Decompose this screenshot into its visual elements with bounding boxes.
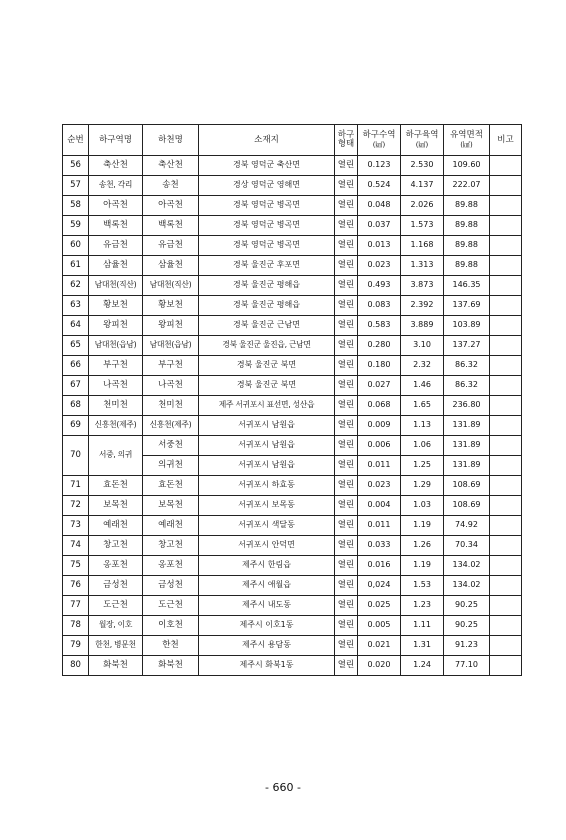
cell-location: 제주 서귀포시 표선면, 성산읍 [199,396,335,416]
cell-land-area: 3.889 [401,316,444,336]
cell-water-area: 0.021 [358,636,401,656]
table-row [63,556,522,576]
cell-no: 65 [63,336,89,356]
cell-no: 78 [63,616,89,636]
cell-basin-area: 89.88 [444,236,490,256]
cell-land-area: 1.29 [401,476,444,496]
cell-river: 금성천 [143,576,199,596]
cell-no: 70 [63,436,89,476]
table-row [63,416,522,436]
cell-basin: 부구천 [89,356,143,376]
cell-basin-area: 146.35 [444,276,490,296]
table-row [63,496,522,516]
cell-basin-area: 74.92 [444,516,490,536]
cell-shape: 열린 [335,576,358,596]
header-shape-bottom: 형태 [337,139,355,149]
cell-note [490,416,522,436]
cell-basin-area: 137.69 [444,296,490,316]
table-row [63,656,522,676]
cell-land-area: 1.65 [401,396,444,416]
cell-shape: 열린 [335,456,358,476]
cell-basin: 서중, 의귀 [89,436,143,476]
header-basin-area [444,125,490,156]
cell-river: 보목천 [143,496,199,516]
cell-note [490,556,522,576]
cell-land-area: 2.392 [401,296,444,316]
table-row [63,596,522,616]
cell-note [490,256,522,276]
cell-river: 이호천 [143,616,199,636]
header-water-area [358,125,401,156]
cell-shape: 열린 [335,176,358,196]
cell-shape: 열린 [335,476,358,496]
cell-basin: 축산천 [89,156,143,176]
cell-water-area: 0.006 [358,436,401,456]
cell-basin: 한천, 병문천 [89,636,143,656]
cell-location: 경북 울진군 근남면 [199,316,335,336]
cell-shape: 열린 [335,656,358,676]
cell-land-area: 1.11 [401,616,444,636]
cell-water-area: 0.068 [358,396,401,416]
cell-basin-area: 70.34 [444,536,490,556]
table-body [63,156,522,676]
cell-shape: 열린 [335,516,358,536]
cell-location: 제주시 한림읍 [199,556,335,576]
cell-note [490,456,522,476]
cell-shape: 열린 [335,236,358,256]
header-shape [335,125,358,156]
cell-basin-area: 90.25 [444,596,490,616]
cell-river: 유금천 [143,236,199,256]
cell-basin: 창고천 [89,536,143,556]
table-row [63,436,522,456]
table-row [63,276,522,296]
cell-location: 제주시 이호1동 [199,616,335,636]
table-row [63,236,522,256]
cell-basin: 나곡천 [89,376,143,396]
cell-land-area: 2.026 [401,196,444,216]
cell-note [490,516,522,536]
cell-water-area: 0.280 [358,336,401,356]
cell-location: 서귀포시 남원읍 [199,416,335,436]
cell-basin: 황보천 [89,296,143,316]
cell-location: 경북 영덕군 병곡면 [199,236,335,256]
cell-note [490,656,522,676]
cell-shape: 열린 [335,536,358,556]
cell-river: 천미천 [143,396,199,416]
header-basin-area-unit: (㎢) [460,140,473,149]
cell-basin-area: 86.32 [444,356,490,376]
cell-land-area: 4.137 [401,176,444,196]
cell-no: 72 [63,496,89,516]
header-basin: 하구역명 [89,125,143,156]
cell-no: 69 [63,416,89,436]
cell-note [490,596,522,616]
cell-land-area: 1.313 [401,256,444,276]
cell-note [490,636,522,656]
cell-basin: 효돈천 [89,476,143,496]
header-land-area [401,125,444,156]
table-row [63,316,522,336]
cell-basin-area: 90.25 [444,616,490,636]
header-shape-top: 하구 [337,130,355,141]
cell-shape: 열린 [335,316,358,336]
cell-location: 제주시 내도동 [199,596,335,616]
table-row [63,636,522,656]
cell-basin-area: 131.89 [444,456,490,476]
cell-shape: 열린 [335,376,358,396]
cell-shape: 열린 [335,156,358,176]
cell-basin: 천미천 [89,396,143,416]
cell-land-area: 1.13 [401,416,444,436]
page-number: - 660 - [265,781,301,794]
table-row [63,196,522,216]
cell-basin-area: 89.88 [444,256,490,276]
cell-basin-area: 137.27 [444,336,490,356]
cell-no: 75 [63,556,89,576]
cell-land-area: 1.46 [401,376,444,396]
header-basin-area-label: 유역면적 [450,129,483,140]
table-row [63,156,522,176]
header-row [63,125,522,156]
cell-shape: 열린 [335,436,358,456]
cell-note [490,216,522,236]
cell-location: 경북 영덕군 축산면 [199,156,335,176]
cell-note [490,376,522,396]
cell-location: 경북 울진군 평해읍 [199,276,335,296]
cell-note [490,196,522,216]
cell-note [490,576,522,596]
cell-basin-area: 131.89 [444,436,490,456]
cell-no: 63 [63,296,89,316]
cell-river: 신흥천(제주) [143,416,199,436]
cell-water-area: 0.493 [358,276,401,296]
cell-basin: 백록천 [89,216,143,236]
cell-note [490,616,522,636]
cell-shape: 열린 [335,616,358,636]
cell-water-area: 0.027 [358,376,401,396]
cell-river: 화북천 [143,656,199,676]
cell-basin: 삼율천 [89,256,143,276]
cell-location: 서귀포시 하효동 [199,476,335,496]
cell-river: 서중천 [143,436,199,456]
cell-land-area: 2.530 [401,156,444,176]
cell-river: 축산천 [143,156,199,176]
cell-river: 아곡천 [143,196,199,216]
header-land-area-unit: (㎢) [415,140,429,149]
cell-water-area: 0.005 [358,616,401,636]
cell-no: 60 [63,236,89,256]
cell-water-area: 0.524 [358,176,401,196]
cell-water-area: 0.123 [358,156,401,176]
cell-river: 남대천(읍남) [143,336,199,356]
table-row [63,176,522,196]
cell-note [490,276,522,296]
cell-shape: 열린 [335,296,358,316]
table-row [63,396,522,416]
cell-note [490,476,522,496]
cell-water-area: 0.048 [358,196,401,216]
table-row [63,356,522,376]
cell-shape: 열린 [335,396,358,416]
cell-land-area: 2.32 [401,356,444,376]
cell-no: 74 [63,536,89,556]
cell-land-area: 1.31 [401,636,444,656]
cell-no: 77 [63,596,89,616]
cell-no: 71 [63,476,89,496]
cell-no: 76 [63,576,89,596]
cell-water-area: 0.083 [358,296,401,316]
cell-river: 한천 [143,636,199,656]
cell-basin-area: 91.23 [444,636,490,656]
cell-land-area: 1.573 [401,216,444,236]
cell-water-area: 0.011 [358,516,401,536]
header-land-area-label: 하구육역 [405,129,439,140]
table-row [63,516,522,536]
cell-shape: 열린 [335,336,358,356]
cell-shape: 열린 [335,556,358,576]
cell-location: 경북 울진군 북면 [199,356,335,376]
cell-no: 80 [63,656,89,676]
cell-note [490,436,522,456]
cell-note [490,536,522,556]
cell-note [490,236,522,256]
cell-note [490,496,522,516]
cell-no: 58 [63,196,89,216]
header-location: 소재지 [199,125,335,156]
cell-note [490,176,522,196]
cell-basin: 남대천(읍남) [89,336,143,356]
cell-location: 경북 영덕군 병곡면 [199,196,335,216]
cell-basin: 왕피천 [89,316,143,336]
cell-note [490,396,522,416]
cell-basin: 금성천 [89,576,143,596]
cell-location: 제주시 애월읍 [199,576,335,596]
cell-location: 경북 영덕군 병곡면 [199,216,335,236]
cell-location: 서귀포시 색달동 [199,516,335,536]
table-row [63,256,522,276]
cell-river: 의귀천 [143,456,199,476]
cell-basin: 신흥천(제주) [89,416,143,436]
cell-no: 61 [63,256,89,276]
cell-location: 서귀포시 보목동 [199,496,335,516]
table-row [63,476,522,496]
cell-note [490,156,522,176]
cell-river: 송천 [143,176,199,196]
cell-shape: 열린 [335,596,358,616]
cell-shape: 열린 [335,216,358,236]
estuary-table [62,124,522,676]
cell-water-area: 0.011 [358,456,401,476]
cell-note [490,356,522,376]
cell-water-area: 0.013 [358,236,401,256]
cell-water-area: 0.004 [358,496,401,516]
header-water-area-unit: (㎢) [372,140,386,149]
cell-basin: 보목천 [89,496,143,516]
table-row [63,296,522,316]
cell-basin-area: 77.10 [444,656,490,676]
cell-river: 나곡천 [143,376,199,396]
table-row [63,336,522,356]
cell-location: 서귀포시 안덕면 [199,536,335,556]
cell-water-area: 0.037 [358,216,401,236]
cell-land-area: 1.24 [401,656,444,676]
cell-river: 부구천 [143,356,199,376]
cell-river: 창고천 [143,536,199,556]
table-row [63,536,522,556]
cell-shape: 열린 [335,196,358,216]
cell-water-area: 0.016 [358,556,401,576]
header-no: 순번 [63,125,89,156]
header-water-area-label: 하구수역 [362,129,396,140]
cell-no: 73 [63,516,89,536]
cell-river: 도근천 [143,596,199,616]
cell-basin: 송천, 각리 [89,176,143,196]
header-note: 비고 [490,125,522,156]
cell-basin-area: 134.02 [444,576,490,596]
cell-river: 효돈천 [143,476,199,496]
cell-note [490,336,522,356]
cell-basin-area: 222.07 [444,176,490,196]
table-row [63,376,522,396]
cell-location: 제주시 화북1동 [199,656,335,676]
cell-land-area: 1.53 [401,576,444,596]
cell-land-area: 1.26 [401,536,444,556]
cell-basin-area: 108.69 [444,476,490,496]
cell-land-area: 1.25 [401,456,444,476]
cell-basin-area: 109.60 [444,156,490,176]
cell-no: 62 [63,276,89,296]
cell-basin-area: 134.02 [444,556,490,576]
cell-shape: 열린 [335,416,358,436]
cell-land-area: 3.10 [401,336,444,356]
cell-water-area: 0.180 [358,356,401,376]
cell-water-area: 0,024 [358,576,401,596]
cell-shape: 열린 [335,276,358,296]
cell-river: 삼율천 [143,256,199,276]
cell-no: 68 [63,396,89,416]
cell-basin-area: 89.88 [444,196,490,216]
cell-note [490,316,522,336]
cell-basin-area: 86.32 [444,376,490,396]
cell-land-area: 1.19 [401,556,444,576]
cell-land-area: 3.873 [401,276,444,296]
cell-basin: 아곡천 [89,196,143,216]
cell-water-area: 0.020 [358,656,401,676]
cell-location: 서귀포시 남원읍 [199,456,335,476]
cell-shape: 열린 [335,256,358,276]
cell-location: 서귀포시 남원읍 [199,436,335,456]
table-row [63,576,522,596]
cell-basin-area: 89.88 [444,216,490,236]
cell-basin: 도근천 [89,596,143,616]
cell-water-area: 0.025 [358,596,401,616]
cell-basin-area: 103.89 [444,316,490,336]
cell-water-area: 0.033 [358,536,401,556]
cell-no: 59 [63,216,89,236]
cell-no: 56 [63,156,89,176]
cell-water-area: 0.583 [358,316,401,336]
cell-location: 경상 영덕군 영해면 [199,176,335,196]
cell-location: 경북 울진군 평해읍 [199,296,335,316]
cell-no: 67 [63,376,89,396]
cell-no: 64 [63,316,89,336]
cell-land-area: 1.19 [401,516,444,536]
cell-location: 경북 울진군 후포면 [199,256,335,276]
cell-basin-area: 108.69 [444,496,490,516]
cell-basin-area: 236.80 [444,396,490,416]
cell-river: 남대천(직산) [143,276,199,296]
cell-water-area: 0.023 [358,476,401,496]
cell-basin: 유금천 [89,236,143,256]
cell-water-area: 0.023 [358,256,401,276]
table-row [63,216,522,236]
cell-basin: 남대천(직산) [89,276,143,296]
cell-location: 경북 울진군 북면 [199,376,335,396]
cell-basin: 월장, 이호 [89,616,143,636]
cell-no: 66 [63,356,89,376]
cell-river: 왕피천 [143,316,199,336]
cell-river: 백록천 [143,216,199,236]
table-row [63,616,522,636]
cell-river: 황보천 [143,296,199,316]
cell-note [490,296,522,316]
cell-no: 79 [63,636,89,656]
cell-basin: 예래천 [89,516,143,536]
cell-land-area: 1.03 [401,496,444,516]
cell-basin: 화북천 [89,656,143,676]
cell-river: 옹포천 [143,556,199,576]
cell-location: 경북 울진군 울진읍, 근남면 [199,336,335,356]
cell-land-area: 1.23 [401,596,444,616]
cell-river: 예래천 [143,516,199,536]
cell-shape: 열린 [335,496,358,516]
cell-basin: 옹포천 [89,556,143,576]
cell-land-area: 1.06 [401,436,444,456]
cell-no: 57 [63,176,89,196]
header-river: 하천명 [143,125,199,156]
cell-land-area: 1.168 [401,236,444,256]
cell-basin-area: 131.89 [444,416,490,436]
cell-shape: 열린 [335,356,358,376]
cell-shape: 열린 [335,636,358,656]
cell-location: 제주시 용담동 [199,636,335,656]
cell-water-area: 0.009 [358,416,401,436]
